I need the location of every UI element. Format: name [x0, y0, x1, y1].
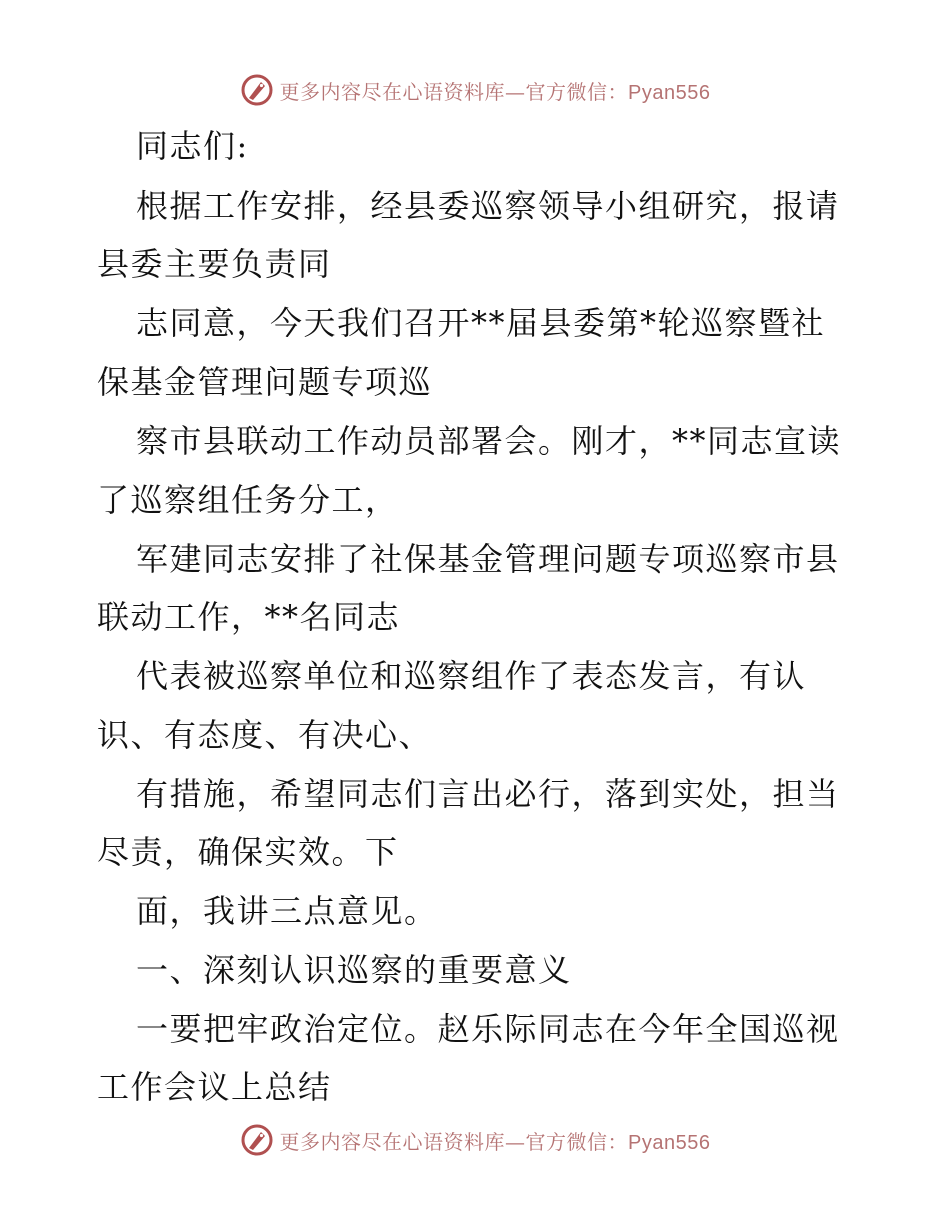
salutation: 同志们:	[136, 127, 249, 165]
watermark-handle: Pyan556	[628, 1131, 711, 1154]
pen-nib-circle-icon	[240, 73, 274, 107]
paragraph-line: 尽责，确保实效。下	[97, 833, 399, 871]
pen-nib-circle-icon	[240, 1123, 274, 1157]
paragraph-line: 了巡察组任务分工，	[97, 481, 399, 519]
watermark-handle: Pyan556	[628, 81, 711, 104]
paragraph-line: 面，我讲三点意见。	[136, 892, 438, 930]
watermark-header	[0, 70, 950, 110]
paragraph-line: 识、有态度、有决心、	[97, 716, 433, 754]
watermark-text: 更多内容尽在心语资料库—官方微信：Pyan556	[279, 79, 711, 104]
paragraph-line: 工作会议上总结	[97, 1068, 332, 1106]
watermark-text: 更多内容尽在心语资料库—官方微信：Pyan556	[279, 1129, 711, 1154]
paragraph-line: 有措施，希望同志们言出必行，落到实处，担当	[136, 775, 840, 813]
paragraph-line: 军建同志安排了社保基金管理问题专项巡察市县	[136, 540, 840, 578]
paragraph-line: 县委主要负责同	[97, 245, 332, 283]
paragraph-line: 察市县联动工作动员部署会。刚才，**同志宣读	[136, 422, 842, 460]
paragraph-line: 联动工作，**名同志	[97, 598, 401, 636]
paragraph-line: 代表被巡察单位和巡察组作了表态发言，有认	[136, 657, 807, 695]
section-heading: 一、深刻认识巡察的重要意义	[136, 951, 572, 989]
paragraph-line: 一要把牢政治定位。赵乐际同志在今年全国巡视	[136, 1010, 840, 1048]
paragraph-line: 根据工作安排，经县委巡察领导小组研究，报请	[136, 187, 840, 225]
watermark-footer	[0, 1120, 950, 1160]
paragraph-line: 保基金管理问题专项巡	[97, 363, 433, 401]
paragraph-line: 志同意，今天我们召开**届县委第*轮巡察暨社	[136, 304, 826, 342]
